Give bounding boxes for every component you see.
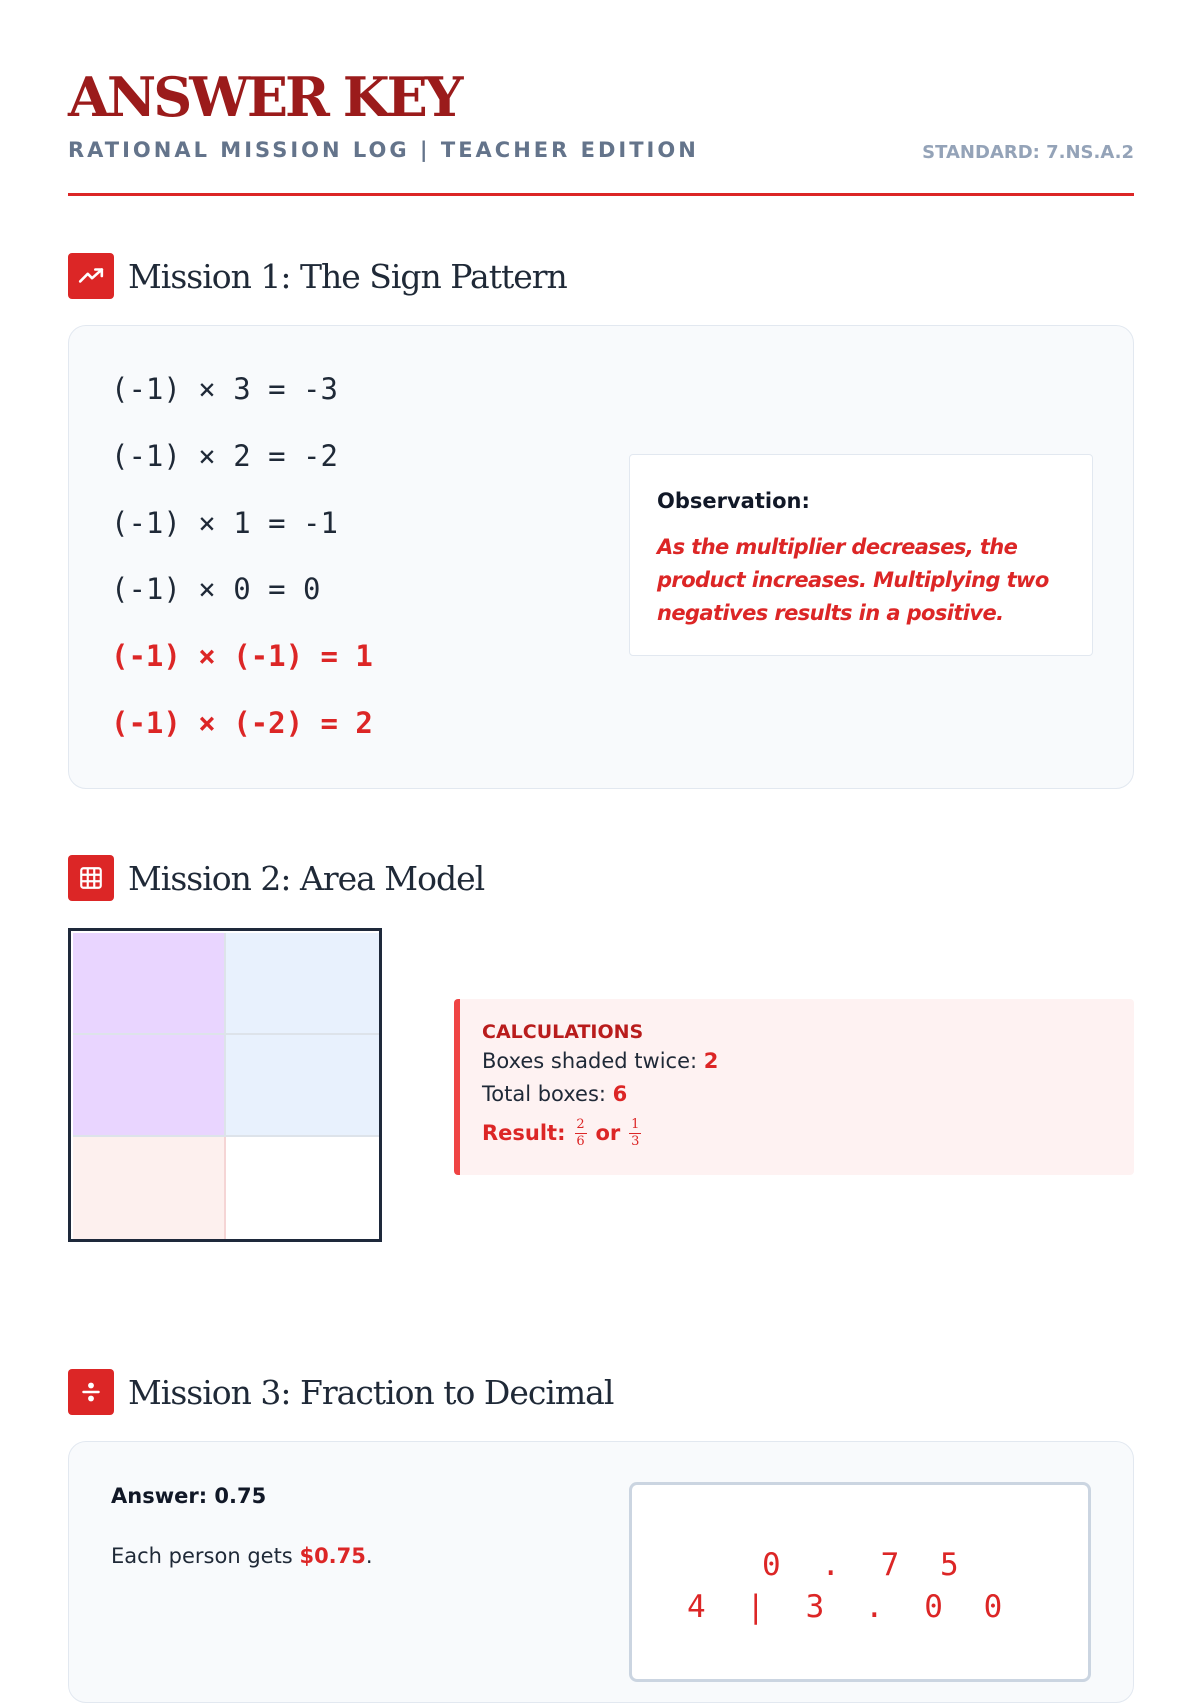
equation: (-1) × 2 = -2	[111, 439, 338, 473]
total-boxes-value: 6	[612, 1082, 628, 1106]
fraction-two-sixths	[575, 1118, 587, 1149]
result-label: Result:	[482, 1121, 566, 1145]
grid-cell-double-shaded	[73, 933, 226, 1035]
grid-cell-double-shaded	[73, 1035, 226, 1137]
trending-up-icon	[68, 253, 114, 299]
grid-cell-shaded	[73, 1137, 226, 1239]
page-subtitle: RATIONAL MISSION LOG | TEACHER EDITION	[68, 138, 699, 162]
fraction-numerator: 1	[631, 1116, 640, 1132]
mission-3-title: Mission 3: Fraction to Decimal	[128, 1372, 614, 1412]
mission-2-header	[68, 855, 484, 901]
observation-text: As the multiplier decreases, the product increases. Multiplying two negatives results in a positive.	[657, 535, 1049, 625]
mission-2-title: Mission 2: Area Model	[128, 858, 485, 898]
long-division-box	[629, 1482, 1091, 1682]
equation: (-1) × 3 = -3	[111, 372, 338, 406]
share-line	[111, 1544, 373, 1568]
total-boxes-row	[482, 1082, 627, 1106]
grid-cell-shaded	[226, 1035, 379, 1137]
share-suffix: .	[365, 1544, 373, 1568]
fraction-denominator: 6	[576, 1133, 585, 1149]
division-quotient: 0 . 7 5	[762, 1547, 970, 1583]
fraction-decimal-card	[68, 1441, 1134, 1703]
equation: (-1) × 1 = -1	[111, 506, 338, 540]
grid-icon	[68, 855, 114, 901]
shaded-twice-label: Boxes shaded twice:	[482, 1049, 698, 1073]
sign-pattern-card	[68, 325, 1134, 789]
standard-label: STANDARD: 7.NS.A.2	[922, 142, 1134, 163]
calculations-title: CALCULATIONS	[482, 1021, 644, 1043]
divide-icon	[68, 1369, 114, 1415]
observation-box	[629, 454, 1093, 656]
mission-1-title: Mission 1: The Sign Pattern	[128, 256, 567, 296]
shaded-twice-value: 2	[703, 1049, 719, 1073]
division-work: 4 | 3 . 0 0	[687, 1589, 1014, 1625]
mission-1-header	[68, 253, 567, 299]
grid-cell-empty	[226, 1137, 379, 1239]
share-value: $0.75	[299, 1544, 366, 1568]
shaded-twice-row	[482, 1049, 718, 1073]
fraction-one-third	[629, 1118, 641, 1149]
grid-cell-shaded	[226, 933, 379, 1035]
header-divider	[68, 193, 1134, 196]
mission-3-header	[68, 1369, 613, 1415]
answer-key-page	[68, 0, 1134, 1625]
result-or: or	[595, 1121, 621, 1145]
answer-line: Answer: 0.75	[111, 1484, 267, 1508]
share-prefix: Each person gets	[111, 1544, 293, 1568]
total-boxes-label: Total boxes:	[482, 1082, 606, 1106]
observation-label: Observation:	[657, 489, 810, 513]
answer-equation: (-1) × (-1) = 1	[111, 639, 373, 673]
fraction-denominator: 3	[631, 1133, 640, 1149]
page-title: ANSWER KEY	[68, 65, 461, 129]
calculations-box	[454, 999, 1134, 1175]
fraction-numerator: 2	[576, 1116, 585, 1132]
answer-equation: (-1) × (-2) = 2	[111, 706, 373, 740]
result-row	[482, 1115, 644, 1151]
area-model-grid	[68, 928, 382, 1242]
equation: (-1) × 0 = 0	[111, 572, 321, 606]
